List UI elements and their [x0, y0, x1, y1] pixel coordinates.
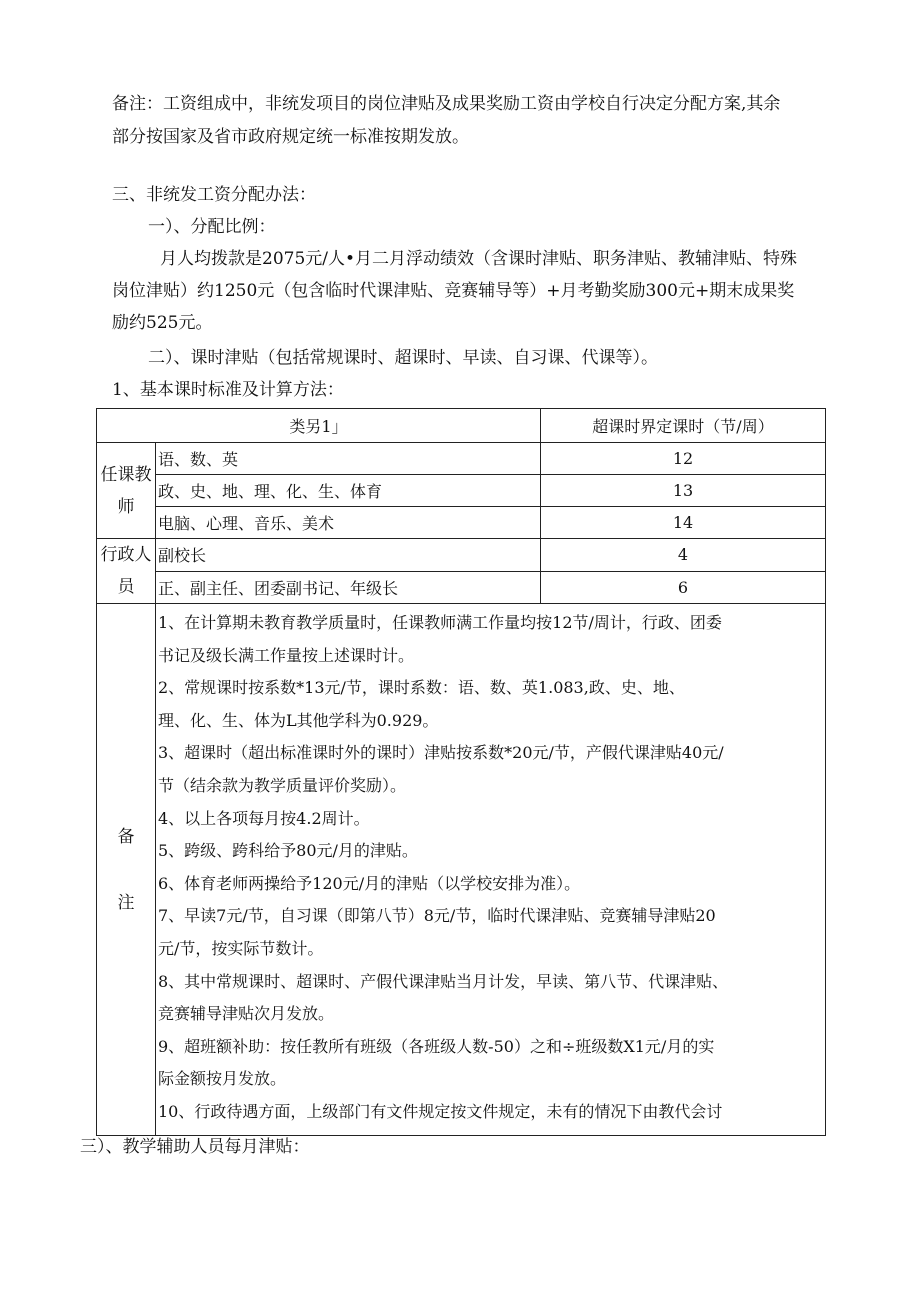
- notes-label-char: 备: [117, 826, 135, 847]
- group-label-teacher: [97, 443, 156, 539]
- item-1-title: 1、基本课时标准及计算方法：: [112, 380, 344, 400]
- note-line: 节（结余款为教学质量评价奖励）。: [158, 775, 407, 795]
- notes-label: [97, 604, 156, 1136]
- table-row: [97, 475, 826, 507]
- notes-row: [97, 604, 826, 1136]
- remark-line-1: 备注：工资组成中，非统发项目的岗位津贴及成果奖励工资由学校自行决定分配方案,其余: [112, 94, 781, 114]
- subject-cell: 政、史、地、理、化、生、体育: [156, 475, 541, 507]
- note-line: 7、早读7元/节，自习课（即第八节）8元/节，临时代课津贴、竞赛辅导津贴20: [158, 906, 716, 926]
- remark-line-2: 部分按国家及省市政府规定统一标准按期发放。: [112, 127, 469, 147]
- subject-cell: 语、数、英: [156, 443, 541, 475]
- subject-cell: 正、副主任、团委副书记、年级长: [156, 571, 541, 604]
- subsection-1-paragraph-line-2: 岗位津贴）约1250元（包含临时代课津贴、竞赛辅导等）+月考勤奖励300元+期末成果奖: [112, 281, 795, 301]
- table-row: [97, 539, 826, 572]
- note-line: 竞赛辅导津贴次月发放。: [158, 1004, 335, 1024]
- note-line: 理、化、生、体为L其他学科为0.929。: [158, 710, 439, 730]
- note-line: 6、体育老师两操给予120元/月的津贴（以学校安排为准）。: [158, 873, 581, 893]
- note-line: 3、超课时（超出标准课时外的课时）津贴按系数*20元/节，产假代课津贴40元/: [158, 743, 724, 763]
- hours-cell: 6: [541, 571, 826, 604]
- table-row: [97, 443, 826, 475]
- note-line: 8、其中常规课时、超课时、产假代课津贴当月计发，早读、第八节、代课津贴、: [158, 971, 729, 991]
- header-category: 类另1」: [97, 409, 541, 443]
- subject-cell: 电脑、心理、音乐、美术: [156, 507, 541, 539]
- note-line: 际金额按月发放。: [158, 1069, 287, 1089]
- notes-label-char: 注: [117, 892, 135, 913]
- hours-cell: 13: [541, 475, 826, 507]
- subject-cell: 副校长: [156, 539, 541, 572]
- group-label-line: 任课教: [100, 464, 152, 485]
- note-line: 2、常规课时按系数*13元/节，课时系数：语、数、英1.083,政、史、地、: [158, 678, 685, 698]
- subsection-1-paragraph-line-3: 励约525元。: [112, 313, 213, 333]
- group-label-admin: [97, 539, 156, 604]
- table-row: [97, 571, 826, 604]
- table-row: [97, 507, 826, 539]
- group-label-line: 员: [117, 577, 135, 597]
- subsection-1-title: 一）、分配比例：: [148, 217, 276, 237]
- note-line: 1、在计算期未教育教学质量时，任课教师满工作量均按12节/周计，行政、团委: [158, 613, 722, 632]
- note-line: 元/节，按实际节数计。: [158, 938, 324, 958]
- header-standard: 超课时界定课时（节/周）: [541, 409, 826, 443]
- table-header-row: [97, 409, 826, 443]
- hours-cell: 4: [541, 539, 826, 572]
- group-label-line: 师: [117, 496, 135, 517]
- subsection-3-title: 三）、教学辅助人员每月津贴：: [80, 1137, 310, 1157]
- note-line: 5、跨级、跨科给予80元/月的津贴。: [158, 841, 418, 861]
- group-label-line: 行政人: [100, 545, 152, 565]
- class-hour-standard-table: [96, 408, 826, 1136]
- hours-cell: 14: [541, 507, 826, 539]
- note-line: 9、超班额补助：按任教所有班级（各班级人数-50）之和÷班级数X1元/月的实: [158, 1036, 715, 1056]
- subsection-1-paragraph-line-1: 月人均拨款是2075元/人•月二月浮动绩效（含课时津贴、职务津贴、教辅津贴、特殊: [160, 249, 798, 269]
- note-line: 4、以上各项每月按4.2周计。: [158, 808, 370, 828]
- note-line: 书记及级长满工作量按上述课时计。: [158, 645, 415, 665]
- section-3-title: 三、非统发工资分配办法：: [112, 185, 316, 205]
- note-line: 10、行政待遇方面，上级部门有文件规定按文件规定，未有的情况下由教代会讨: [158, 1101, 723, 1121]
- subsection-2-title: 二）、课时津贴（包括常规课时、超课时、早读、自习课、代课等）。: [148, 348, 658, 368]
- notes-cell: [156, 604, 826, 1136]
- hours-cell: 12: [541, 443, 826, 475]
